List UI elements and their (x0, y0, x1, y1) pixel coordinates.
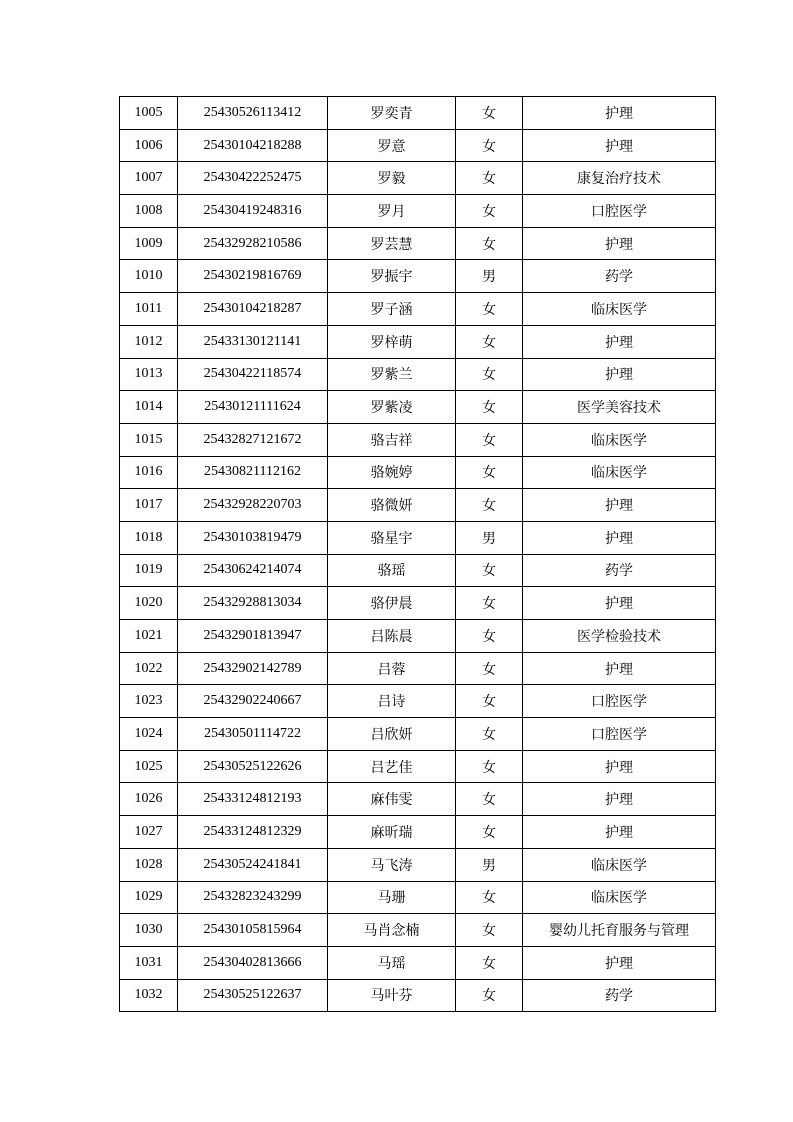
exam-id-cell: 25430526113412 (178, 97, 328, 130)
student-name-cell: 罗紫兰 (328, 358, 456, 391)
exam-id-cell: 25430402813666 (178, 946, 328, 979)
student-name-cell: 吕艺佳 (328, 750, 456, 783)
major-cell: 护理 (523, 750, 716, 783)
gender-cell: 女 (456, 391, 523, 424)
serial-number-cell: 1029 (120, 881, 178, 914)
table-row (120, 456, 716, 489)
gender-cell: 女 (456, 489, 523, 522)
major-cell: 护理 (523, 358, 716, 391)
exam-id-cell: 25430422252475 (178, 162, 328, 195)
student-name-cell: 骆星宇 (328, 521, 456, 554)
student-name-cell: 马叶芬 (328, 979, 456, 1012)
gender-cell: 女 (456, 587, 523, 620)
gender-cell: 女 (456, 750, 523, 783)
gender-cell: 男 (456, 848, 523, 881)
serial-number-cell: 1014 (120, 391, 178, 424)
table-row (120, 685, 716, 718)
exam-id-cell: 25430219816769 (178, 260, 328, 293)
student-name-cell: 罗振宇 (328, 260, 456, 293)
serial-number-cell: 1019 (120, 554, 178, 587)
student-name-cell: 马珊 (328, 881, 456, 914)
student-name-cell: 罗梓萌 (328, 325, 456, 358)
table-row (120, 620, 716, 653)
exam-id-cell: 25432928220703 (178, 489, 328, 522)
serial-number-cell: 1011 (120, 293, 178, 326)
table-row (120, 587, 716, 620)
major-cell: 康复治疗技术 (523, 162, 716, 195)
table-row (120, 848, 716, 881)
major-cell: 护理 (523, 129, 716, 162)
student-name-cell: 骆瑶 (328, 554, 456, 587)
table-row (120, 423, 716, 456)
table-row (120, 293, 716, 326)
serial-number-cell: 1009 (120, 227, 178, 260)
table-row (120, 162, 716, 195)
table-row (120, 946, 716, 979)
student-name-cell: 罗月 (328, 195, 456, 228)
table-row (120, 391, 716, 424)
student-name-cell: 吕诗 (328, 685, 456, 718)
exam-id-cell: 25430419248316 (178, 195, 328, 228)
student-name-cell: 骆婉婷 (328, 456, 456, 489)
serial-number-cell: 1010 (120, 260, 178, 293)
exam-id-cell: 25433124812329 (178, 816, 328, 849)
gender-cell: 女 (456, 718, 523, 751)
table-row (120, 881, 716, 914)
exam-id-cell: 25430121111624 (178, 391, 328, 424)
table-row (120, 979, 716, 1012)
major-cell: 口腔医学 (523, 685, 716, 718)
major-cell: 护理 (523, 489, 716, 522)
gender-cell: 男 (456, 260, 523, 293)
exam-id-cell: 25432902142789 (178, 652, 328, 685)
student-name-cell: 马瑶 (328, 946, 456, 979)
table-row (120, 325, 716, 358)
exam-id-cell: 25430524241841 (178, 848, 328, 881)
major-cell: 药学 (523, 979, 716, 1012)
major-cell: 护理 (523, 227, 716, 260)
exam-id-cell: 25432902240667 (178, 685, 328, 718)
serial-number-cell: 1015 (120, 423, 178, 456)
serial-number-cell: 1026 (120, 783, 178, 816)
exam-id-cell: 25430501114722 (178, 718, 328, 751)
student-name-cell: 罗芸慧 (328, 227, 456, 260)
gender-cell: 女 (456, 456, 523, 489)
gender-cell: 女 (456, 554, 523, 587)
serial-number-cell: 1005 (120, 97, 178, 130)
gender-cell: 女 (456, 162, 523, 195)
serial-number-cell: 1027 (120, 816, 178, 849)
serial-number-cell: 1018 (120, 521, 178, 554)
exam-id-cell: 25433124812193 (178, 783, 328, 816)
gender-cell: 女 (456, 881, 523, 914)
exam-id-cell: 25432823243299 (178, 881, 328, 914)
table-row (120, 914, 716, 947)
gender-cell: 女 (456, 946, 523, 979)
student-name-cell: 麻昕瑞 (328, 816, 456, 849)
table-row (120, 97, 716, 130)
table-row (120, 816, 716, 849)
student-name-cell: 罗毅 (328, 162, 456, 195)
major-cell: 临床医学 (523, 293, 716, 326)
exam-id-cell: 25430104218288 (178, 129, 328, 162)
serial-number-cell: 1016 (120, 456, 178, 489)
serial-number-cell: 1032 (120, 979, 178, 1012)
gender-cell: 女 (456, 979, 523, 1012)
student-name-cell: 马肖念楠 (328, 914, 456, 947)
serial-number-cell: 1025 (120, 750, 178, 783)
gender-cell: 女 (456, 816, 523, 849)
major-cell: 临床医学 (523, 848, 716, 881)
student-name-cell: 罗子涵 (328, 293, 456, 326)
serial-number-cell: 1008 (120, 195, 178, 228)
serial-number-cell: 1013 (120, 358, 178, 391)
student-name-cell: 吕蓉 (328, 652, 456, 685)
major-cell: 护理 (523, 521, 716, 554)
major-cell: 临床医学 (523, 423, 716, 456)
student-name-cell: 骆吉祥 (328, 423, 456, 456)
student-name-cell: 罗紫凌 (328, 391, 456, 424)
table-row (120, 260, 716, 293)
table-row (120, 227, 716, 260)
exam-id-cell: 25432928210586 (178, 227, 328, 260)
serial-number-cell: 1022 (120, 652, 178, 685)
table-row (120, 718, 716, 751)
roster-body (120, 97, 716, 1012)
gender-cell: 女 (456, 685, 523, 718)
major-cell: 护理 (523, 325, 716, 358)
table-row (120, 554, 716, 587)
serial-number-cell: 1023 (120, 685, 178, 718)
serial-number-cell: 1017 (120, 489, 178, 522)
serial-number-cell: 1021 (120, 620, 178, 653)
major-cell: 护理 (523, 946, 716, 979)
major-cell: 婴幼儿托育服务与管理 (523, 914, 716, 947)
student-name-cell: 骆微妍 (328, 489, 456, 522)
gender-cell: 女 (456, 358, 523, 391)
major-cell: 临床医学 (523, 881, 716, 914)
major-cell: 口腔医学 (523, 718, 716, 751)
student-name-cell: 马飞涛 (328, 848, 456, 881)
student-name-cell: 骆伊晨 (328, 587, 456, 620)
table-row (120, 521, 716, 554)
major-cell: 护理 (523, 97, 716, 130)
gender-cell: 女 (456, 325, 523, 358)
exam-id-cell: 25432901813947 (178, 620, 328, 653)
serial-number-cell: 1028 (120, 848, 178, 881)
exam-id-cell: 25432827121672 (178, 423, 328, 456)
serial-number-cell: 1030 (120, 914, 178, 947)
major-cell: 医学美容技术 (523, 391, 716, 424)
major-cell: 药学 (523, 554, 716, 587)
major-cell: 护理 (523, 816, 716, 849)
table-row (120, 783, 716, 816)
serial-number-cell: 1006 (120, 129, 178, 162)
major-cell: 医学检验技术 (523, 620, 716, 653)
major-cell: 护理 (523, 783, 716, 816)
table-row (120, 489, 716, 522)
exam-id-cell: 25430821112162 (178, 456, 328, 489)
serial-number-cell: 1012 (120, 325, 178, 358)
gender-cell: 女 (456, 227, 523, 260)
gender-cell: 女 (456, 620, 523, 653)
gender-cell: 女 (456, 652, 523, 685)
student-name-cell: 罗奕青 (328, 97, 456, 130)
student-name-cell: 吕欣妍 (328, 718, 456, 751)
gender-cell: 女 (456, 423, 523, 456)
exam-id-cell: 25430624214074 (178, 554, 328, 587)
serial-number-cell: 1020 (120, 587, 178, 620)
table-row (120, 195, 716, 228)
exam-id-cell: 25430105815964 (178, 914, 328, 947)
major-cell: 护理 (523, 652, 716, 685)
major-cell: 护理 (523, 587, 716, 620)
exam-id-cell: 25430103819479 (178, 521, 328, 554)
student-name-cell: 麻伟雯 (328, 783, 456, 816)
serial-number-cell: 1007 (120, 162, 178, 195)
major-cell: 药学 (523, 260, 716, 293)
exam-id-cell: 25430422118574 (178, 358, 328, 391)
student-name-cell: 吕陈晨 (328, 620, 456, 653)
major-cell: 口腔医学 (523, 195, 716, 228)
table-row (120, 358, 716, 391)
table-row (120, 129, 716, 162)
major-cell: 临床医学 (523, 456, 716, 489)
gender-cell: 女 (456, 97, 523, 130)
serial-number-cell: 1024 (120, 718, 178, 751)
gender-cell: 女 (456, 783, 523, 816)
gender-cell: 女 (456, 129, 523, 162)
gender-cell: 女 (456, 293, 523, 326)
gender-cell: 女 (456, 914, 523, 947)
exam-id-cell: 25432928813034 (178, 587, 328, 620)
student-roster-table (119, 96, 716, 1012)
student-name-cell: 罗意 (328, 129, 456, 162)
exam-id-cell: 25430525122626 (178, 750, 328, 783)
exam-id-cell: 25430104218287 (178, 293, 328, 326)
table-row (120, 652, 716, 685)
gender-cell: 女 (456, 195, 523, 228)
exam-id-cell: 25430525122637 (178, 979, 328, 1012)
exam-id-cell: 25433130121141 (178, 325, 328, 358)
table-row (120, 750, 716, 783)
gender-cell: 男 (456, 521, 523, 554)
serial-number-cell: 1031 (120, 946, 178, 979)
